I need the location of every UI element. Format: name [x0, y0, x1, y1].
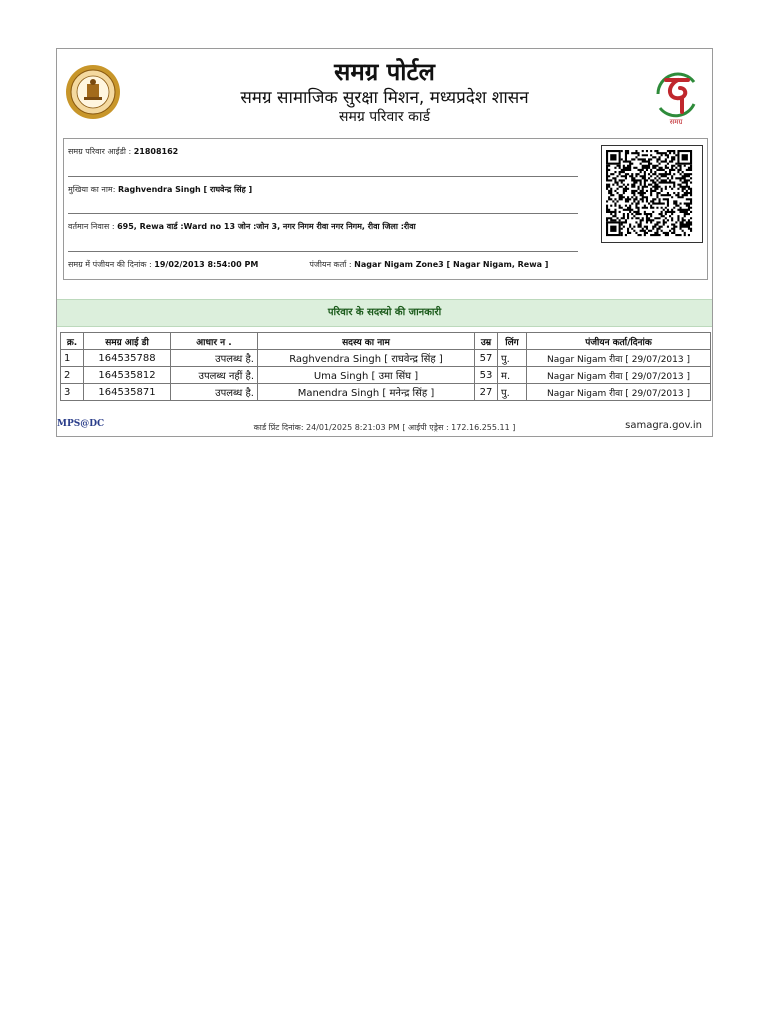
members-heading: परिवार के सदस्यो की जानकारी	[57, 299, 712, 327]
address-value: 695, Rewa वार्ड :Ward no 13 जोन :जोन 3, नगर निगम रीवा नगर निगम, रीवा जिला :रीवा	[117, 222, 416, 231]
table-row	[61, 367, 711, 384]
head-name-row	[68, 184, 578, 195]
cell-gender: पु.	[498, 384, 527, 401]
col-header: लिंग	[498, 333, 527, 350]
cell-age: 53	[475, 367, 498, 384]
samagra-logo-icon	[648, 64, 704, 126]
table-row	[61, 384, 711, 401]
cell-registrar: Nagar Nigam रीवा [ 29/07/2013 ]	[527, 384, 711, 401]
cell-member-name: Manendra Singh [ मनेन्द्र सिंह ]	[258, 384, 475, 401]
address-label: वर्तमान निवास :	[68, 222, 115, 231]
family-info-box	[63, 138, 708, 280]
family-id-value: 21808162	[133, 147, 179, 156]
family-id-label: समग्र परिवार आईडी :	[68, 147, 132, 156]
portal-title: समग्र पोर्टल	[334, 58, 435, 86]
divider	[68, 213, 578, 214]
cell-samagra-id: 164535788	[84, 350, 171, 367]
address-row	[68, 221, 578, 232]
mission-subtitle: समग्र सामाजिक सुरक्षा मिशन, मध्यप्रदेश शासन	[240, 88, 529, 108]
reg-date-value: 19/02/2013 8:54:00 PM	[154, 260, 259, 269]
logo-caption: समग्र	[669, 118, 683, 126]
cell-member-name: Uma Singh [ उमा सिंघ ]	[258, 367, 475, 384]
col-header: क्र.	[61, 333, 84, 350]
website-text: samagra.gov.in	[625, 420, 702, 431]
print-info: कार्ड प्रिंट दिनांक: 24/01/2025 8:21:03 PM [ आईपी एड्रेस : 172.16.255.11 ]	[253, 423, 516, 432]
registrar-value: Nagar Nigam Zone3 [ Nagar Nigam, Rewa ]	[354, 260, 549, 269]
col-header: सदस्य का नाम	[258, 333, 475, 350]
divider	[68, 176, 578, 177]
col-header: पंजीयन कर्ता/दिनांक	[527, 333, 711, 350]
reg-date-label: समग्र में पंजीयन की दिनांक :	[68, 260, 152, 269]
divider	[68, 251, 578, 252]
cell-sno: 3	[61, 384, 84, 401]
mpsedc-logo-text: MPS@DC	[57, 419, 105, 429]
cell-registrar: Nagar Nigam रीवा [ 29/07/2013 ]	[527, 367, 711, 384]
cell-gender: म.	[498, 367, 527, 384]
family-card	[56, 48, 713, 437]
table-header-row	[61, 333, 711, 350]
cell-sno: 1	[61, 350, 84, 367]
table-row	[61, 350, 711, 367]
members-table	[60, 332, 711, 401]
cell-gender: पु.	[498, 350, 527, 367]
col-header: समग्र आई डी	[84, 333, 171, 350]
cell-sno: 2	[61, 367, 84, 384]
col-header: उम्र	[475, 333, 498, 350]
head-name-label: मुखिया का नाम:	[68, 185, 116, 194]
qr-code-icon	[601, 145, 703, 243]
cell-registrar: Nagar Nigam रीवा [ 29/07/2013 ]	[527, 350, 711, 367]
card-title: समग्र परिवार कार्ड	[339, 109, 430, 125]
registrar-label: पंजीयन कर्ता :	[309, 260, 352, 269]
registration-row	[68, 259, 578, 270]
cell-age: 57	[475, 350, 498, 367]
cell-aadhaar: उपलब्ध है.	[171, 350, 258, 367]
cell-member-name: Raghvendra Singh [ राघवेन्द्र सिंह ]	[258, 350, 475, 367]
cell-aadhaar: उपलब्ध नहीं है.	[171, 367, 258, 384]
col-header: आधार न .	[171, 333, 258, 350]
head-name-value: Raghvendra Singh [ राघवेन्द्र सिंह ]	[117, 185, 253, 194]
cell-aadhaar: उपलब्ध है.	[171, 384, 258, 401]
family-id-row	[68, 146, 578, 157]
cell-samagra-id: 164535871	[84, 384, 171, 401]
cell-age: 27	[475, 384, 498, 401]
cell-samagra-id: 164535812	[84, 367, 171, 384]
